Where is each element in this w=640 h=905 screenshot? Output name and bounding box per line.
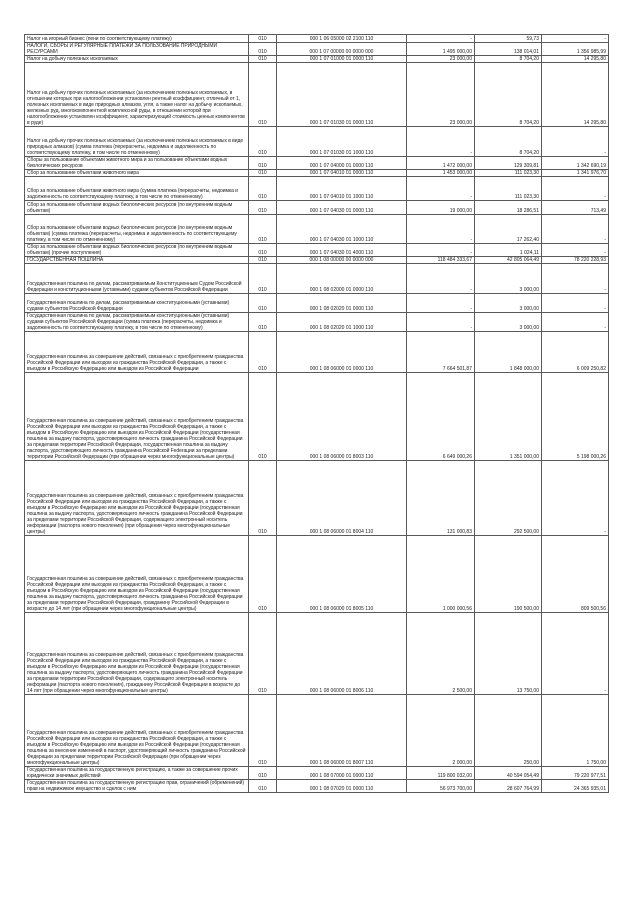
executed-amount-cell: 17 262,40 [475,215,542,244]
unexecuted-amount-cell: - [542,461,609,536]
table-row [25,56,609,63]
unexecuted-amount-cell: 14 295,80 [542,63,609,127]
executed-amount-cell: 111 023,30 [475,177,542,201]
unexecuted-amount-cell: 809 500,56 [542,536,609,613]
budget-code-cell: 000 1 07 04010 01 1000 110 [277,177,407,201]
revenue-report-table [24,34,609,793]
line-code-cell: 010 [249,536,277,613]
unexecuted-amount-cell: - [542,613,609,695]
budget-code-cell: 000 1 07 00000 00 0000 000 [277,43,407,56]
unexecuted-amount-cell: - [542,313,609,332]
line-code-cell: 010 [249,695,277,767]
table-row [25,373,609,461]
approved-amount-cell: 1 495 000,00 [407,43,475,56]
table-row [25,613,609,695]
executed-amount-cell: 8 704,20 [475,127,542,157]
budget-code-cell: 000 1 08 06000 01 8004 110 [277,461,407,536]
budget-code-cell: 000 1 07 04030 01 1000 110 [277,215,407,244]
approved-amount-cell: 2 500,00 [407,613,475,695]
executed-amount-cell: 18 286,51 [475,201,542,215]
approved-amount-cell: - [407,127,475,157]
line-code-cell: 010 [249,201,277,215]
line-code-cell: 010 [249,215,277,244]
row-name-cell: Налог на добычу прочих полезных ископаемых (за исключением полезных ископаемых, в отношении которых при налогообложении установлен рентный коэффициент, отличный от 1, полезных ископаемых в виде природных алмазов, угля, а также налог на добычу ископаемых, железных руд, многокомпонентной комплексной руды, в отношении которой при налогообложении установлен коэффициент, характеризующий стоимость ценных компонентов в руде) [25,63,249,127]
unexecuted-amount-cell: 1 356 985,99 [542,43,609,56]
unexecuted-amount-cell: 1 750,00 [542,695,609,767]
budget-code-cell: 000 1 08 00000 00 0000 000 [277,257,407,264]
executed-amount-cell: 111 023,30 [475,170,542,177]
unexecuted-amount-cell: 79 220 977,51 [542,767,609,780]
line-code-cell: 010 [249,332,277,373]
table-row [25,177,609,201]
table-row [25,536,609,613]
approved-amount-cell: 1 453 000,00 [407,170,475,177]
budget-code-cell: 000 1 07 01030 01 0000 110 [277,63,407,127]
budget-code-cell: 000 1 07 04030 01 0000 110 [277,201,407,215]
budget-code-cell: 000 1 08 06000 01 8005 110 [277,536,407,613]
executed-amount-cell: 292 500,00 [475,461,542,536]
executed-amount-cell: 3 000,00 [475,264,542,294]
row-name-cell: Государственная пошлина за совершение действий, связанных с приобретением гражданства Российской Федерации или выходом из гражданства Российской Федерации, а также с въездом в Российскую Федерацию или выездом из Российской Федерации (государственная пошлина за выдачу паспорта, удостоверяющего личность гражданина Российской Федерации за пределами территории Российской Федерации, содержащего электронный носитель информации (паспорта нового поколения), гражданину Российской Федерации в возрасте до 14 лет (при обращении через многофункциональные центры) [25,613,249,695]
budget-code-cell: 000 1 08 02000 01 0000 110 [277,264,407,294]
approved-amount-cell: - [407,264,475,294]
budget-code-cell: 000 1 08 07000 01 0000 110 [277,767,407,780]
unexecuted-amount-cell: 78 220 228,93 [542,257,609,264]
budget-code-cell: 000 1 08 06000 01 8003 110 [277,373,407,461]
approved-amount-cell: 1 472 000,00 [407,157,475,170]
row-name-cell: Государственная пошлина за совершение действий, связанных с приобретением гражданства Российской Федерации или выходом из гражданства Российской Федерации, а также с въездом в Российскую Федерацию или выездом из Российской Федерации (государственная пошлина за выдачу паспорта, удостоверяющего личность гражданина Российской Федерации за пределами территории Российской Федерации, содержащего электронный носитель информации (паспорта нового поколения) (при обращении через многофункциональные центры) [25,461,249,536]
unexecuted-amount-cell: 713,49 [542,201,609,215]
row-name-cell: Сбор за пользование объектами водных биологических ресурсов (по внутренним водным объектам) (прочие поступления) [25,244,249,257]
unexecuted-amount-cell: - [542,127,609,157]
unexecuted-amount-cell: 6 009 250,82 [542,332,609,373]
approved-amount-cell: 119 800 032,00 [407,767,475,780]
unexecuted-amount-cell: - [542,35,609,43]
executed-amount-cell: 129 309,81 [475,157,542,170]
unexecuted-amount-cell: - [542,244,609,257]
approved-amount-cell: - [407,215,475,244]
unexecuted-amount-cell: - [542,294,609,313]
executed-amount-cell: 138 014,01 [475,43,542,56]
line-code-cell: 010 [249,43,277,56]
table-row [25,127,609,157]
report-table-body [25,35,609,793]
row-name-cell: Государственная пошлина за совершение действий, связанных с приобретением гражданства Российской Федерации или выходом из гражданства Российской Федерации, а также с въездом в Российскую Федерацию или выездом из Российской Федерации (государственная пошлина за внесение изменений в паспорт, удостоверяющий личность гражданина Российской Федерации за пределами территории Российской Федерации (при обращении через многофункциональные центры) [25,695,249,767]
row-name-cell: Сбор за пользование объектами животного мира [25,170,249,177]
row-name-cell: Государственная пошлина за совершение действий, связанных с приобретением гражданства Российской Федерации или выходом из гражданства Российской Федерации, а также с въездом в Российскую Федерацию или выездом из Российской Федерации (государственная пошлина за выдачу паспорта, удостоверяющего личность гражданина Российской Федерации за пределами территории Российской Федерации, государственная пошлина за выдачу паспорта, удостоверяющего личность гражданина Российской Federации за пределами территории Российской Федерации (при обращении через многофункциональные центры) [25,373,249,461]
unexecuted-amount-cell: 1 342 690,19 [542,157,609,170]
approved-amount-cell: 131 000,83 [407,461,475,536]
row-name-cell: Налог на игорный бизнес (пени по соответствующему платежу) [25,35,249,43]
approved-amount-cell: 118 484 333,67 [407,257,475,264]
approved-amount-cell: - [407,35,475,43]
table-row [25,313,609,332]
executed-amount-cell: 190 500,00 [475,536,542,613]
executed-amount-cell: 1 024,11 [475,244,542,257]
table-row [25,264,609,294]
budget-code-cell: 000 1 07 04030 01 4000 110 [277,244,407,257]
table-row [25,35,609,43]
budget-code-cell: 000 1 07 04000 01 0000 110 [277,157,407,170]
line-code-cell: 010 [249,780,277,793]
unexecuted-amount-cell: - [542,177,609,201]
approved-amount-cell: - [407,244,475,257]
line-code-cell: 010 [249,56,277,63]
line-code-cell: 010 [249,264,277,294]
row-name-cell: Сбор за пользование объектами животного мира (сумма платежа (перерасчеты, недоимка и задолженность по соответствующему платежу, в том числе по отмененному) [25,177,249,201]
table-row [25,170,609,177]
line-code-cell: 010 [249,613,277,695]
line-code-cell: 010 [249,244,277,257]
executed-amount-cell: 3 000,00 [475,313,542,332]
executed-amount-cell: 59,73 [475,35,542,43]
table-row [25,767,609,780]
approved-amount-cell: 23 000,00 [407,56,475,63]
row-name-cell: Государственная пошлина за государственную регистрацию, а также за совершение прочих юридически значимых действий [25,767,249,780]
executed-amount-cell: 40 594 054,49 [475,767,542,780]
line-code-cell: 010 [249,373,277,461]
line-code-cell: 010 [249,177,277,201]
executed-amount-cell: 28 607 764,99 [475,780,542,793]
approved-amount-cell: 7 664 501,87 [407,332,475,373]
row-name-cell: Налог на добычу прочих полезных ископаемых (за исключением полезных ископаемых в виде природных алмазов) (сумма платежа (перерасчеты, недоимка и задолженность по соответствующему платежу, в том числе по отмененному) [25,127,249,157]
table-row [25,215,609,244]
row-name-cell: Сбор за пользование объектами водных биологических ресурсов (по внутренним водным объектам) [25,201,249,215]
executed-amount-cell: 1 848 000,00 [475,332,542,373]
table-row [25,461,609,536]
line-code-cell: 010 [249,461,277,536]
executed-amount-cell: 250,00 [475,695,542,767]
unexecuted-amount-cell: - [542,264,609,294]
row-name-cell: Государственная пошлина за совершение действий, связанных с приобретением гражданства Российской Федерации или выходом из гражданства Российской Федерации, а также с въездом в Российскую Федерацию или выездом из Российской Федерации [25,332,249,373]
row-name-cell: Государственная пошлина по делам, рассматриваемым конституционными (уставными) судами субъектов Российской Федерации [25,294,249,313]
budget-code-cell: 000 1 08 07020 01 0000 110 [277,780,407,793]
row-name-cell: Государственная пошлина по делам, рассматриваемым Конституционным Судом Российской Федерации и конституционными (уставными) судами субъектов Российской Федерации [25,264,249,294]
approved-amount-cell: - [407,294,475,313]
unexecuted-amount-cell: 5 198 000,26 [542,373,609,461]
budget-code-cell: 000 1 08 06000 01 8007 110 [277,695,407,767]
line-code-cell: 010 [249,170,277,177]
approved-amount-cell: 23 000,00 [407,63,475,127]
approved-amount-cell: - [407,177,475,201]
budget-code-cell: 000 1 08 02020 01 1000 110 [277,313,407,332]
table-row [25,780,609,793]
budget-code-cell: 000 1 08 06000 01 0000 110 [277,332,407,373]
unexecuted-amount-cell: 24 365 935,01 [542,780,609,793]
approved-amount-cell: 56 973 700,00 [407,780,475,793]
executed-amount-cell: 1 351 000,00 [475,373,542,461]
line-code-cell: 010 [249,313,277,332]
approved-amount-cell: 1 000 000,56 [407,536,475,613]
budget-code-cell: 000 1 08 02020 01 0000 110 [277,294,407,313]
row-name-cell: Государственная пошлина за государственную регистрацию прав, ограничений (обременений) прав на недвижимое имущество и сделок с ним [25,780,249,793]
approved-amount-cell: 2 000,00 [407,695,475,767]
executed-amount-cell: 8 704,20 [475,56,542,63]
executed-amount-cell: 13 750,00 [475,613,542,695]
approved-amount-cell: 19 000,00 [407,201,475,215]
table-row [25,244,609,257]
unexecuted-amount-cell: 14 295,80 [542,56,609,63]
table-row [25,332,609,373]
line-code-cell: 010 [249,767,277,780]
approved-amount-cell: 6 649 000,26 [407,373,475,461]
line-code-cell: 010 [249,127,277,157]
unexecuted-amount-cell: - [542,215,609,244]
line-code-cell: 010 [249,63,277,127]
row-name-cell: Сборы за пользование объектами животного мира и за пользование объектами водных биологических ресурсов [25,157,249,170]
table-row [25,695,609,767]
approved-amount-cell: - [407,313,475,332]
budget-code-cell: 000 1 08 06000 01 8006 110 [277,613,407,695]
table-row [25,201,609,215]
row-name-cell: Сбор за пользование объектами водных биологических ресурсов (по внутренним водным объектам) (сумма платежа (перерасчеты, недоимка и задолженность по соответствующему платежу, в том числе по отмененному) [25,215,249,244]
row-name-cell: Государственная пошлина за совершение действий, связанных с приобретением гражданства Российской Федерации или выходом из гражданства Российской Федерации, а также с въездом в Российскую Федерацию или выездом из Российской Федерации (государственная пошлина за выдачу паспорта, удостоверяющего личность гражданина Российской Федерации за пределами территории Российской Федерации, гражданину Российской Федерации в возрасте до 14 лет (при обращении через многофункциональные центры) [25,536,249,613]
row-name-cell: ГОСУДАРСТВЕННАЯ ПОШЛИНА [25,257,249,264]
executed-amount-cell: 8 704,20 [475,63,542,127]
budget-code-cell: 000 1 07 01000 01 0000 110 [277,56,407,63]
line-code-cell: 010 [249,294,277,313]
line-code-cell: 010 [249,35,277,43]
line-code-cell: 010 [249,257,277,264]
budget-code-cell: 000 1 07 04010 01 0000 110 [277,170,407,177]
table-row [25,43,609,56]
executed-amount-cell: 42 805 064,49 [475,257,542,264]
budget-code-cell: 000 1 07 01030 01 1000 110 [277,127,407,157]
table-row [25,157,609,170]
unexecuted-amount-cell: 1 341 976,70 [542,170,609,177]
table-row [25,63,609,127]
line-code-cell: 010 [249,157,277,170]
executed-amount-cell: 3 000,00 [475,294,542,313]
row-name-cell: Налог на добычу полезных ископаемых [25,56,249,63]
row-name-cell: Государственная пошлина по делам, рассматриваемым конституционными (уставными) судами субъектов Российской Федерации (сумма платежа (перерасчеты, недоимка и задолженность по соответствующему платежу, в том числе по отмененному) [25,313,249,332]
budget-code-cell: 000 1 06 05000 02 2100 110 [277,35,407,43]
table-row [25,294,609,313]
row-name-cell: НАЛОГИ, СБОРЫ И РЕГУЛЯРНЫЕ ПЛАТЕЖИ ЗА ПОЛЬЗОВАНИЕ ПРИРОДНЫМИ РЕСУРСАМИ [25,43,249,56]
table-row [25,257,609,264]
